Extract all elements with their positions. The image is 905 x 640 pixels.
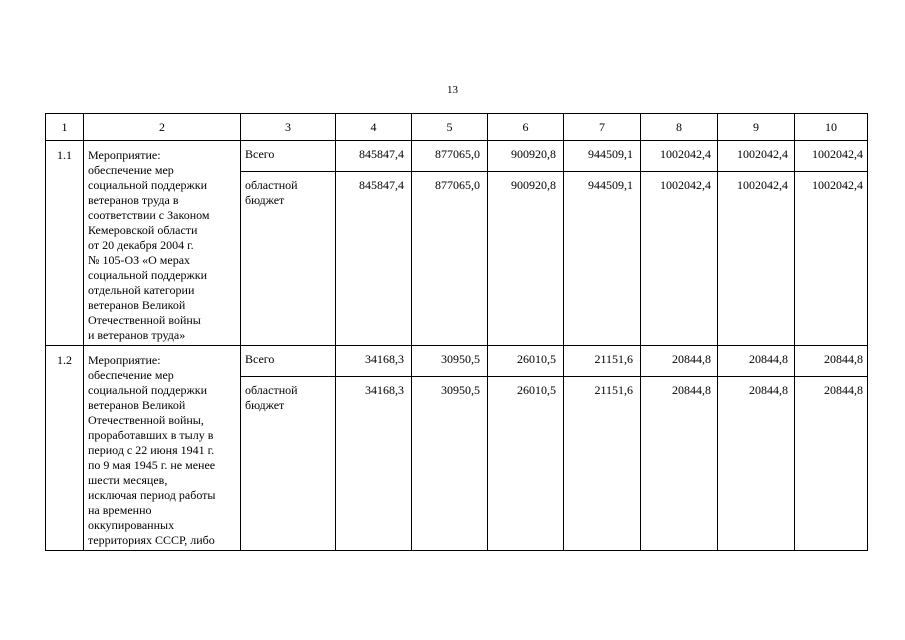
funding-source: областной бюджет [241, 172, 336, 346]
amount-cell: 26010,5 [488, 346, 564, 377]
amount-cell: 944509,1 [564, 172, 641, 346]
header-cell: 1 [46, 114, 84, 141]
amount-cell: 20844,8 [795, 377, 868, 551]
description-line: социальной поддержки [88, 268, 208, 282]
description-line: по 9 мая 1945 г. не менее [88, 458, 216, 472]
amount-cell: 1002042,4 [795, 172, 868, 346]
amount-cell: 1002042,4 [718, 141, 795, 172]
amount-cell: 21151,6 [564, 377, 641, 551]
description-line: Кемеровской области [88, 223, 198, 237]
description-line: социальной поддержки [88, 383, 208, 397]
amount-cell: 20844,8 [641, 346, 718, 377]
amount-cell: 21151,6 [564, 346, 641, 377]
measure-description [84, 141, 241, 346]
amount-cell: 1002042,4 [718, 172, 795, 346]
funding-table [45, 113, 868, 551]
description-line: социальной поддержки [88, 178, 208, 192]
description-line: ветеранов Великой [88, 398, 186, 412]
table-row [46, 346, 868, 377]
funding-source: Всего [241, 346, 336, 377]
amount-cell: 30950,5 [412, 377, 488, 551]
amount-cell: 1002042,4 [795, 141, 868, 172]
header-cell: 4 [336, 114, 412, 141]
amount-cell: 26010,5 [488, 377, 564, 551]
header-cell: 10 [795, 114, 868, 141]
header-cell: 3 [241, 114, 336, 141]
amount-cell: 20844,8 [718, 346, 795, 377]
amount-cell: 944509,1 [564, 141, 641, 172]
amount-cell: 845847,4 [336, 172, 412, 346]
header-cell: 7 [564, 114, 641, 141]
description-line: соответствии с Законом [88, 208, 210, 222]
amount-cell: 20844,8 [718, 377, 795, 551]
table-body [46, 114, 868, 551]
description-line: проработавших в тылу в [88, 428, 214, 442]
header-cell: 9 [718, 114, 795, 141]
amount-cell: 877065,0 [412, 141, 488, 172]
header-cell: 5 [412, 114, 488, 141]
description-line: от 20 декабря 2004 г. [88, 238, 194, 252]
description-line: оккупированных [88, 518, 175, 532]
header-cell: 2 [84, 114, 241, 141]
table-row [46, 141, 868, 172]
description-line: Мероприятие: [88, 353, 161, 367]
amount-cell: 1002042,4 [641, 172, 718, 346]
amount-cell: 34168,3 [336, 346, 412, 377]
amount-cell: 845847,4 [336, 141, 412, 172]
page-number: 13 [447, 84, 458, 96]
description-line: отдельной категории [88, 283, 195, 297]
measure-description [84, 346, 241, 551]
amount-cell: 20844,8 [795, 346, 868, 377]
description-line: обеспечение мер [88, 368, 174, 382]
description-line: ветеранов труда в [88, 193, 179, 207]
table-header-row [46, 114, 868, 141]
description-line: шести месяцев, [88, 473, 168, 487]
funding-source: Всего [241, 141, 336, 172]
description-line: и ветеранов труда» [88, 328, 186, 342]
funding-source: областной бюджет [241, 377, 336, 551]
description-line: территориях СССР, либо [88, 533, 215, 547]
amount-cell: 20844,8 [641, 377, 718, 551]
description-line: период с 22 июня 1941 г. [88, 443, 215, 457]
description-line: № 105-ОЗ «О мерах [88, 253, 191, 267]
amount-cell: 900920,8 [488, 172, 564, 346]
description-line: обеспечение мер [88, 163, 174, 177]
description-line: Отечественной войны, [88, 413, 204, 427]
description-line: исключая период работы [88, 488, 216, 502]
amount-cell: 877065,0 [412, 172, 488, 346]
measure-number: 1.2 [46, 346, 84, 551]
amount-cell: 1002042,4 [641, 141, 718, 172]
amount-cell: 900920,8 [488, 141, 564, 172]
amount-cell: 34168,3 [336, 377, 412, 551]
description-line: на временно [88, 503, 152, 517]
description-line: Мероприятие: [88, 148, 161, 162]
description-line: Отечественной войны [88, 313, 201, 327]
description-line: ветеранов Великой [88, 298, 186, 312]
amount-cell: 30950,5 [412, 346, 488, 377]
header-cell: 6 [488, 114, 564, 141]
measure-number: 1.1 [46, 141, 84, 346]
header-cell: 8 [641, 114, 718, 141]
